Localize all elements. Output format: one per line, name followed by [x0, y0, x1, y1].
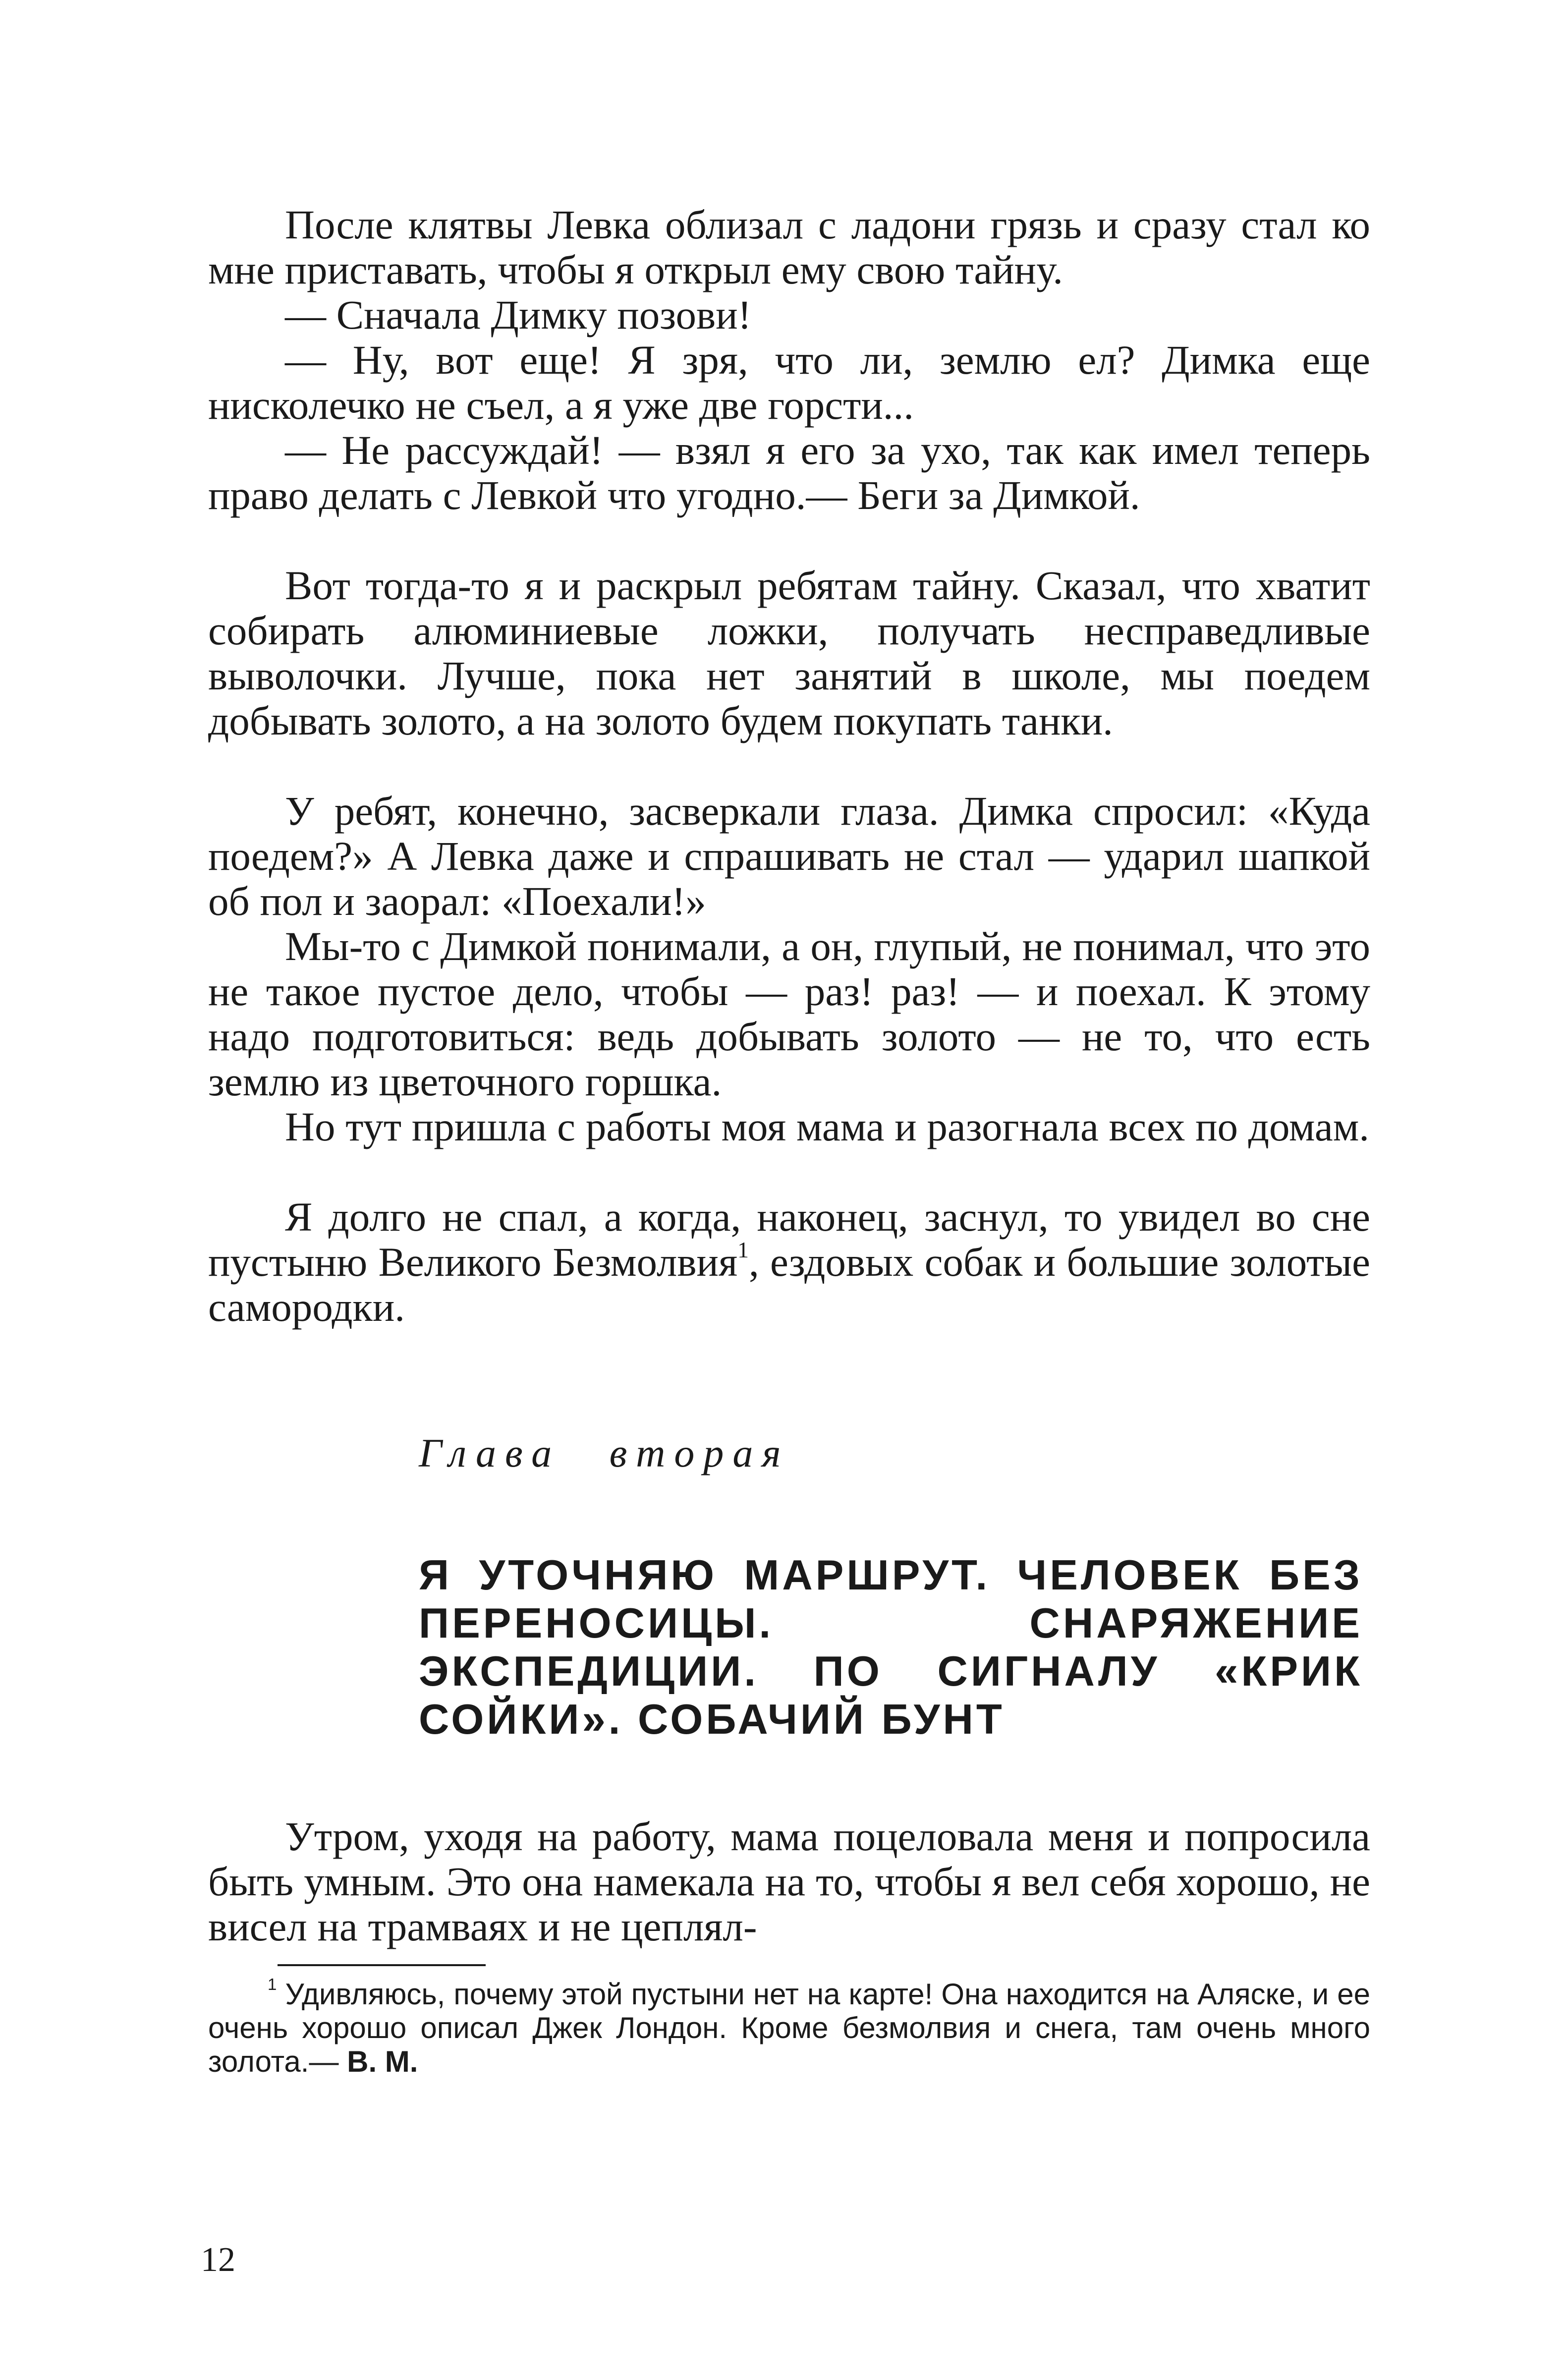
dialog-line-call-dimka: — Сначала Димку позови!: [285, 292, 752, 338]
footnote-mark: 1: [268, 1975, 277, 1993]
footnote-reference: 1: [737, 1237, 749, 1263]
footnote: [208, 1975, 1370, 2079]
paragraph-secret-revealed: Вот тогда-то я и раскрыл ребятам тайну. Сказал, что хватит собирать алюминиевые ложки, получать несправедливые выволочки. Лучше, пока нет занятий в школе, мы поедем добывать золото, а на золото будем покупать танки.: [208, 563, 1370, 743]
paragraph-oath: После клятвы Левка облизал с ладони грязь и сразу стал ко мне приставать, чтобы я открыл ему свою тайну.: [208, 202, 1370, 292]
dream-text-end: , ездовых собак и большие золотые самородки.: [208, 1239, 1370, 1330]
page-number: 12: [201, 2241, 235, 2279]
dialog-line-levka-complains: — Ну, вот еще! Я зря, что ли, землю ел? Димка еще нисколечко не съел, а я уже две горсти...: [208, 337, 1370, 428]
footnote-divider: [278, 1964, 486, 1966]
paragraph-mother-returns: Но тут пришла с работы моя мама и разогнала всех по домам.: [285, 1104, 1369, 1149]
paragraph-chapter-opening: Утром, уходя на работу, мама поцеловала меня и попросила быть умным. Это она намекала на то, чтобы я вел себя хорошо, не висел на трамваях и не цеплял-: [208, 1813, 1370, 1949]
paragraph-preparation: Мы-то с Димкой понимали, а он, глупый, не понимал, что это не такое пустое дело, чтобы — раз! раз! — и поехал. К этому надо подготовиться: ведь добывать золото — не то, что есть землю из цветочного горшка.: [208, 923, 1370, 1104]
footnote-text: Удивляюсь, почему этой пустыни нет на карте! Она находится на Аляске, и ее очень хорошо описал Джек Лондон. Кроме безмолвия и снега, там очень много золота.—: [208, 1978, 1370, 2078]
paragraph-eyes-sparkled: У ребят, конечно, засверкали глаза. Димка спросил: «Куда поедем?» А Левка даже и спрашивать не стал — ударил шапкой об пол и заорал: «Поехали!»: [208, 788, 1370, 924]
chapter-label: Глава вторая: [419, 1430, 790, 1475]
dialog-line-dont-argue: — Не рассуждай! — взял я его за ухо, так как имел теперь право делать с Левкой что угодно.— Беги за Димкой.: [208, 427, 1370, 518]
dream-text-start: Я долго не спал, а когда, наконец, заснул, то увидел во сне пустыню Великого Безмолвия: [208, 1194, 1370, 1285]
paragraph-dream: [208, 1194, 1370, 1330]
chapter-title: Я УТОЧНЯЮ МАРШРУТ. ЧЕЛОВЕК БЕЗ ПЕРЕНОСИЦЫ. СНАРЯЖЕНИЕ ЭКСПЕДИЦИИ. ПО СИГНАЛУ «КРИК СОЙКИ». СОБАЧИЙ БУНТ: [419, 1552, 1363, 1743]
footnote-signature: В. М.: [347, 2045, 418, 2078]
